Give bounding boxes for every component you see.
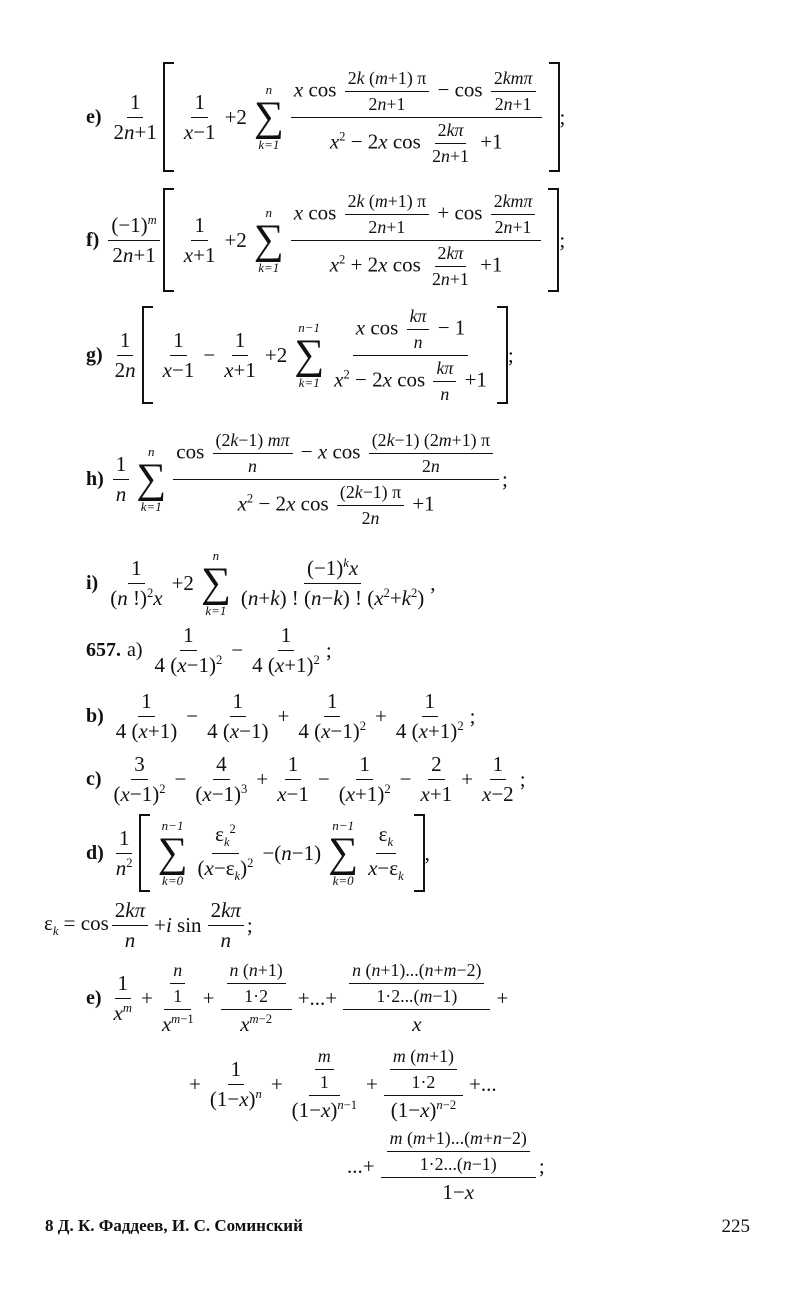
sum-sign: n ∑ k=1 — [136, 444, 167, 514]
bracket-right — [497, 306, 508, 404]
punct: ; — [502, 466, 508, 491]
formula-d: d) $\frac{1}{n^2}$ n−1 ∑ k=0 $\frac{\varepsilon_k^2}{(x-\varepsilon_k)^2}$ −(n−1) n−1 ∑ k=0 $\frac{\varepsilon_k}{x-\varepsilon_k}$ , — [86, 814, 430, 892]
punct: ; — [507, 342, 514, 367]
bracket-left — [163, 188, 174, 292]
epsilon-definition: $\varepsilon_k = \cos$ $\frac{2k\pi}{n}$ +i sin $\frac{2k\pi}{n}$ ; — [44, 897, 253, 952]
punct: ; — [559, 227, 566, 252]
bracket-right — [548, 188, 559, 292]
punct: ; — [469, 703, 476, 728]
formula-657a: 657. a) $\frac{1}{4 (x-1)^2}$ − $\frac{1}{4 (x+1)^2}$ ; — [86, 622, 332, 677]
label-i: i) — [86, 571, 99, 594]
sum-sign: n−1 ∑ k=0 — [157, 818, 188, 888]
bracket-left — [142, 306, 153, 404]
label-e2: e) — [86, 986, 102, 1009]
page-footer — [45, 1216, 750, 1238]
bracket-left — [163, 62, 174, 172]
formula-f: f) $\frac{(-1)^m}{2n+1}$ $\frac{1}{x+1}$ +2 n ∑ k=1 x cos $\frac{2k (m+1) \pi}{2n+1}$ + cos $\frac{\text{2kmπ}}{2n+1}$ $x^2 + 2x$ cos $\frac{2k\pi}{2n+1}$ +1 ; — [86, 188, 565, 292]
problem-number: 657. — [86, 638, 121, 661]
formula-g: g) $\frac{1}{2n}$ $\frac{1}{x-1}$ − $\frac{1}{x+1}$ +2 n−1 ∑ k=1 x cos $\frac{k\pi}{n}$ − 1 $x^2 - 2x$ cos $\frac{k\pi}{n}$ +1 ; — [86, 305, 514, 404]
label-b: b) — [86, 704, 104, 727]
label-a: a) — [127, 638, 143, 661]
footer-authors: 8 Д. К. Фаддеев, И. С. Соминский — [45, 1216, 303, 1235]
formula-b: b) $\frac{1}{4 (x+1)}$ − $\frac{1}{4 (x-1)}$ + $\frac{1}{4 (x-1)^2}$ + $\frac{1}{4 (x+1)^2}$ ; — [86, 688, 476, 743]
label-h: h) — [86, 467, 104, 490]
formula-e2-line2: + $\frac{1}{(1-x)^n}$ + $\frac{\frac{m}{1}}{(1-x)^{n-1}}$ + $\frac{\frac{m (m+1)}{1\cdot 2}}{(1-x)^{n-2}}$ +... — [189, 1045, 497, 1122]
formula-e2-line1: e) $\frac{1}{x^m}$ + $\frac{\frac{n}{1}}{x^{m-1}}$ + $\frac{\frac{n (n+1)}{1\cdot 2}}{x^{m-2}}$ +...+ $\frac{\frac{n (n+1)...(n+m-2)}{1\cdot 2...(m-1)}}{x}$ + — [86, 959, 509, 1036]
formula-e: e) $\frac{1}{2n+1}$ $\frac{1}{x-1}$ +2 n ∑ k=1 x cos $\frac{2k (m+1) \pi}{2n+1}$ − cos $\frac{\text{2kmπ}}{2n+1}$ $x^2 - 2x$ cos $\frac{2k\pi}{2n+1}$ +1 ; — [86, 62, 565, 172]
formula-h: h) $\frac{1}{n}$ n ∑ k=1 cos $\frac{(2k-1) m\pi}{n}$ − x cos $\frac{(2k-1) (2m+1) \pi}{2n}$ $x^2 - 2x$ cos $\frac{(2k-1) \pi}{2n}$ +1 ; — [86, 429, 508, 528]
bracket-right — [414, 814, 425, 892]
label-c: c) — [86, 767, 102, 790]
punct: ; — [519, 766, 526, 791]
punct: , — [430, 570, 436, 595]
punct: ; — [559, 104, 566, 129]
label-d: d) — [86, 841, 104, 864]
punct: ; — [538, 1153, 545, 1178]
sum-sign: n ∑ k=1 — [200, 548, 231, 618]
bracket-left — [139, 814, 150, 892]
sum-sign: n ∑ k=1 — [253, 205, 284, 275]
sum-sign: n−1 ∑ k=1 — [294, 320, 325, 390]
label-f: f) — [86, 228, 100, 251]
label-g: g) — [86, 343, 103, 366]
punct: , — [424, 840, 430, 865]
formula-e2-line3: ...+ $\frac{\frac{m (m+1)...(m+n-2)}{1\cdot 2...(n-1)}}{1-x}$ ; — [347, 1127, 545, 1204]
bracket-right — [549, 62, 560, 172]
formula-c: c) $\frac{3}{(x-1)^2}$ − $\frac{4}{(x-1)^3}$ + $\frac{1}{x-1}$ − $\frac{1}{(x+1)^2}$ − $\frac{2}{x+1}$ + $\frac{1}{x-2}$ ; — [86, 751, 526, 806]
punct: ; — [325, 637, 332, 662]
frac-e-coef: $\frac{1}{2n+1}$ — [113, 89, 157, 144]
sum-sign: n−1 ∑ k=0 — [328, 818, 359, 888]
sum-sign: n ∑ k=1 — [253, 82, 284, 152]
page-number: 225 — [721, 1216, 750, 1237]
label-e: e) — [86, 105, 102, 128]
formula-i: i) $\frac{1}{(n !)^2x}$ +2 n ∑ k=1 $\frac{(-1)^kx}{(n+k) ! (n-k) ! (x^2+k^2)}$ , — [86, 548, 436, 618]
